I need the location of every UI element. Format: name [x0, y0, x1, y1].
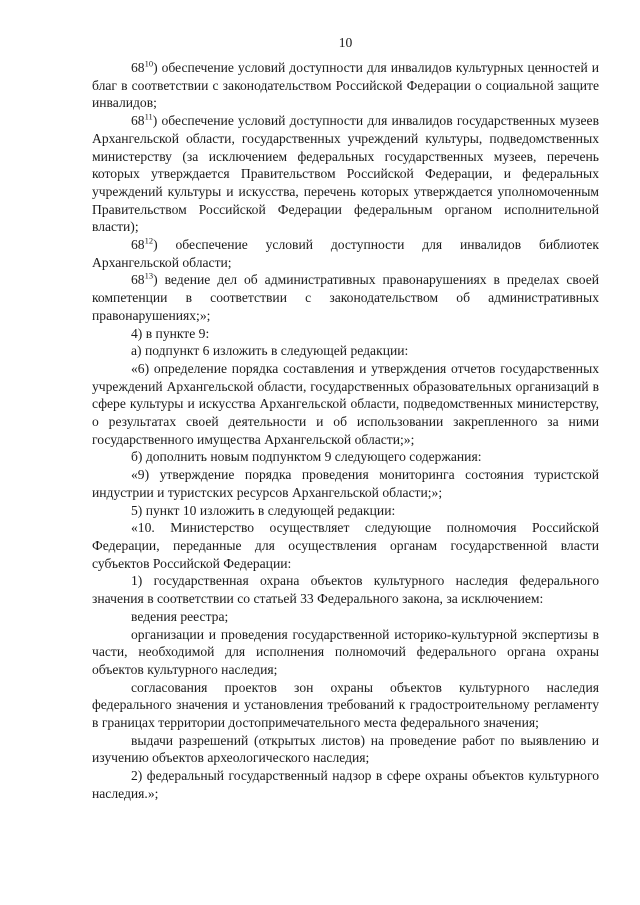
paragraph-item-5: 5) пункт 10 изложить в следующей редакции:	[131, 502, 396, 518]
item-superscript: 11	[144, 111, 153, 122]
paragraph-permits: выдачи разрешений (открытых листов) на проведение работ по выявлению и изучению объектов археологического наследия;	[92, 732, 599, 766]
paragraph-point-1: 1) государственная охрана объектов культурного наследия федерального значения в соответствии со статьей 33 Федерального закона, за исключением:	[92, 573, 599, 607]
paragraph-point-2: 2) федеральный государственный надзор в сфере охраны объектов культурного наследия.»;	[92, 768, 599, 801]
paragraph-subitem-a: а) подпункт 6 изложить в следующей редакции:	[131, 343, 409, 359]
item-superscript: 10	[144, 58, 154, 69]
document-page	[92, 34, 599, 803]
paragraph-68-11	[92, 112, 599, 236]
item-number: 68	[131, 60, 145, 75]
paragraph-quote-6: «6) определение порядка составления и утверждения отчетов государственных учреждений Архангельской области, государственных образовательных организаций в сфере культуры и искусства Архангельской области, подведомственных министерству, о результатах своей деятельности и об использовании закрепленного за ними государственного имущества Архангельской области;»;	[92, 360, 599, 447]
paragraph-expertise: организации и проведения государственной историко-культурной экспертизы в части, необходимой для исполнения полномочий федерального органа охраны объектов культурного наследия;	[92, 626, 599, 677]
paragraph-68-10	[92, 59, 599, 112]
paragraph-68-13	[92, 271, 599, 324]
item-number: 68	[131, 237, 145, 253]
paragraph-text: ) обеспечение условий доступности для инвалидов государственных музеев Архангельской области, государственных учреждений культуры, подведомственных министерству (за исключением федеральных государственных музеев, перечень которых утверждается Правительством Российской Федерации, и федеральных учреждений культуры и искусства, перечень которых утверждается уполномоченным Правительством Российской Федерации федеральным органом исполнительной власти);	[92, 113, 599, 235]
paragraph-text: ) ведение дел об административных правонарушениях в пределах своей компетенции в соответствии с законодательством об административных правонарушениях;»;	[92, 272, 599, 323]
paragraph-registry: ведения реестра;	[131, 608, 229, 624]
paragraph-quote-10: «10. Министерство осуществляет следующие полномочия Российской Федерации, переданные для осуществления органам государственной власти субъектов Российской Федерации:	[92, 520, 599, 571]
paragraph-subitem-b: б) дополнить новым подпунктом 9 следующего содержания:	[131, 449, 482, 465]
item-superscript: 12	[144, 235, 154, 246]
item-number: 68	[131, 113, 145, 129]
paragraph-text: ) обеспечение условий доступности для инвалидов библиотек Архангельской области;	[92, 237, 599, 270]
paragraph-item-4: 4) в пункте 9:	[131, 325, 210, 341]
paragraph-68-12	[92, 236, 599, 271]
item-superscript: 13	[144, 270, 154, 281]
paragraph-quote-9: «9) утверждение порядка проведения мониторинга состояния туристской индустрии и туристских ресурсов Архангельской области;»;	[92, 467, 599, 500]
item-number: 68	[131, 272, 145, 288]
paragraph-text: ) обеспечение условий доступности для инвалидов культурных ценностей и благ в соответствии с законодательством Российской Федерации о социальной защите инвалидов;	[92, 60, 599, 111]
page-number: 10	[338, 35, 353, 50]
paragraph-zones: согласования проектов зон охраны объектов культурного наследия федерального значения и установления требований к градостроительному регламенту в границах территории достопримечательного места федерального значения;	[92, 679, 599, 731]
